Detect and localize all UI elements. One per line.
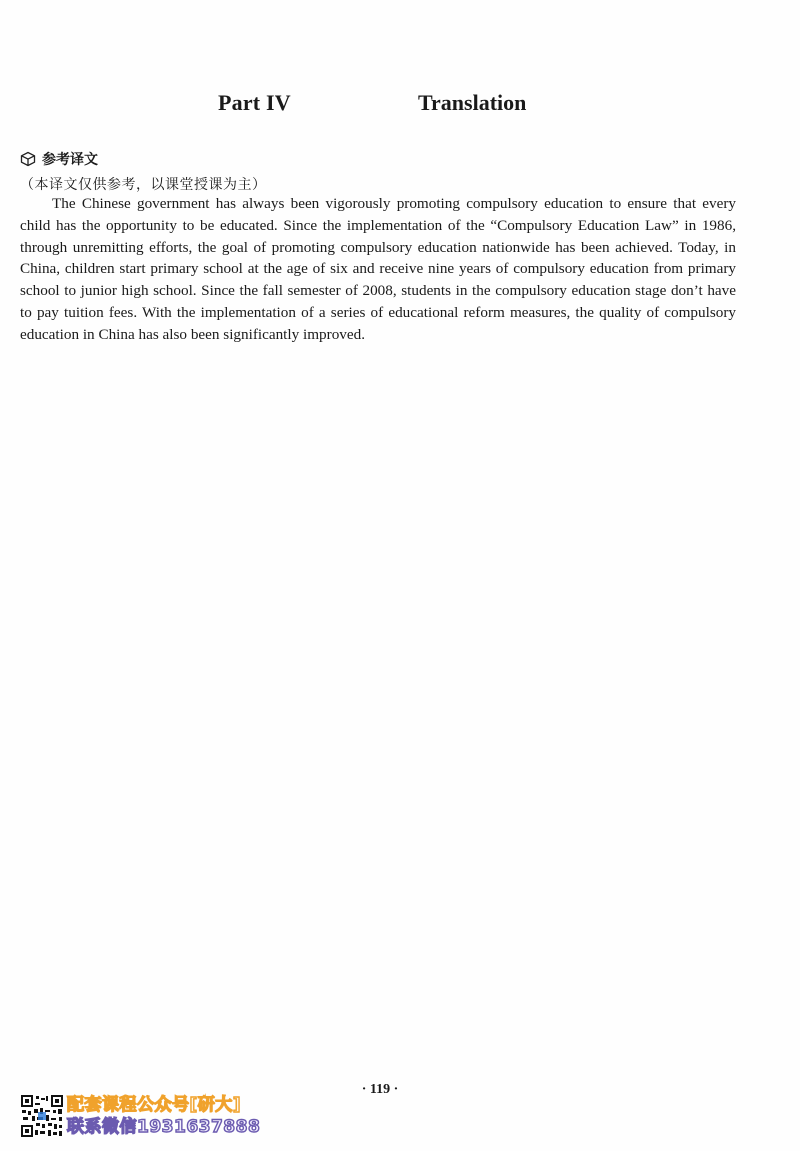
- banner-line-public-account: 配套课程公众号[研大]: [67, 1095, 242, 1115]
- translation-paragraph: The Chinese government has always been vigorously promoting compulsory education to ensure that every child has the opportunity to be educated. Since the implementation of the “Compulsory Education Law” in 1986, through unremitting efforts, the goal of promoting compulsory education nationwide has been achieved. Today, in China, children start primary school at the age of six and receive nine years of compulsory education from primary school to junior high school. Since the fall semester of 2008, students in the compulsory education stage don’t have to pay tuition fees. With the implementation of a series of educational reform measures, the quality of compulsory education in China has also been significantly improved.: [20, 195, 736, 343]
- part-label: Part IV: [218, 90, 291, 115]
- reference-heading: [20, 149, 98, 169]
- reference-note: （本译文仅供参考，以课堂授课为主）: [20, 177, 267, 193]
- banner-line-contact: 联系微信1931637888: [67, 1117, 261, 1137]
- page-header: [0, 90, 800, 124]
- cube-icon: [20, 151, 36, 167]
- banner-text: [67, 1094, 260, 1138]
- section-title: Translation: [418, 90, 527, 115]
- footer-banner: [20, 1094, 260, 1138]
- reference-heading-label: 参考译文: [42, 152, 98, 168]
- page-number: · 119 ·: [361, 1082, 399, 1097]
- qr-code-icon: [20, 1094, 64, 1138]
